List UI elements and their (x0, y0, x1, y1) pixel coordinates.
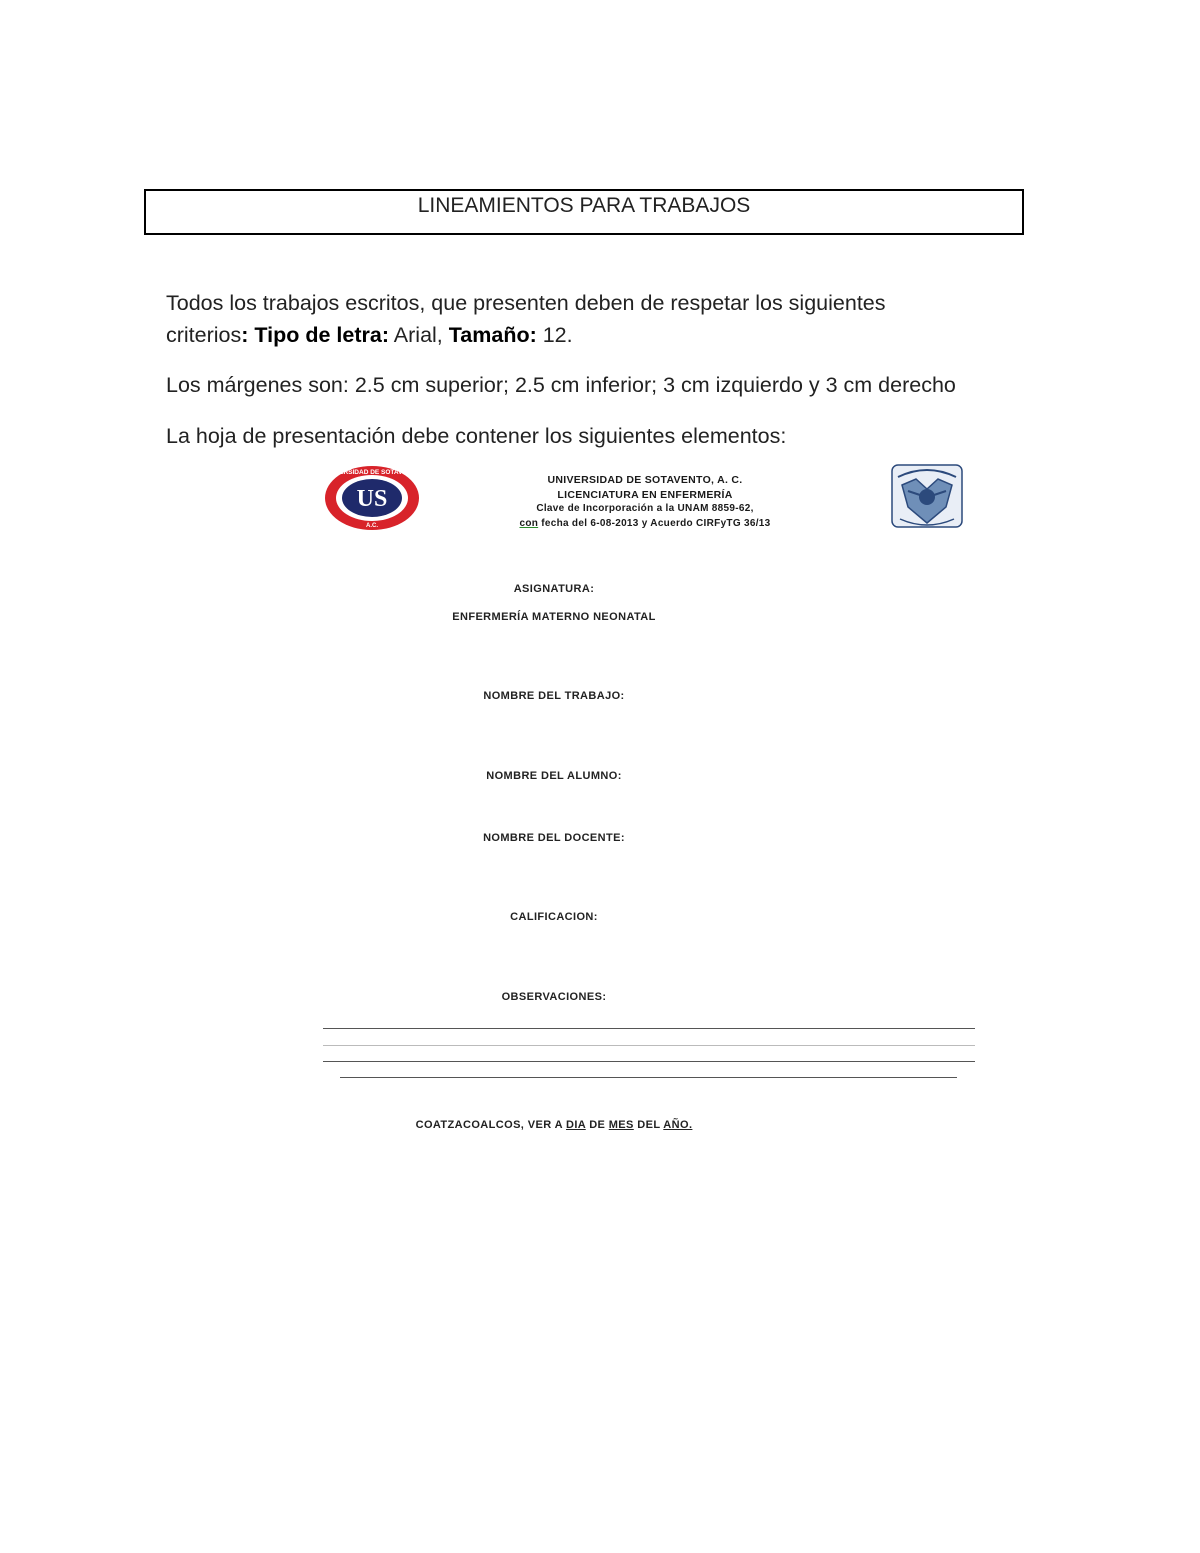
nombre-docente-label: NOMBRE DEL DOCENTE: (483, 832, 625, 844)
tipo-value: Arial, (389, 323, 449, 347)
tamano-value: 12. (536, 323, 573, 347)
header-line-3: Clave de Incorporación a la UNAM 8859-62, (536, 503, 754, 514)
cover-intro-paragraph: La hoja de presentación debe contener los siguientes elementos: (166, 424, 787, 448)
logo-ring-text: UNIVERSIDAD DE SOTAVENTO (324, 469, 420, 476)
cover-sheet-sample (0, 455, 1200, 1155)
footer-del: DEL (633, 1119, 664, 1131)
observation-line-4 (340, 1077, 957, 1078)
tamano-label: Tamaño: (448, 323, 537, 347)
intro-criterios: criterios (166, 323, 242, 347)
footer-dia: DIA (565, 1119, 586, 1131)
document-title: LINEAMIENTOS PARA TRABAJOS (417, 194, 751, 217)
header-line-4-rest: fecha del 6-08-2013 y Acuerdo CIRFyTG 36/13 (538, 517, 771, 529)
nombre-alumno-label: NOMBRE DEL ALUMNO: (486, 770, 622, 782)
header-line-4-prefix: con (519, 517, 539, 529)
header-line-2: LICENCIATURA EN ENFERMERÍA (557, 488, 733, 501)
header-line-1: UNIVERSIDAD DE SOTAVENTO, A. C. (547, 474, 743, 486)
title-box (144, 189, 1024, 235)
header-line-4 (480, 517, 810, 532)
asignatura-value: ENFERMERÍA MATERNO NEONATAL (452, 611, 656, 623)
cover-header (480, 473, 810, 531)
footer-ano: AÑO. (663, 1119, 693, 1131)
observation-line-1 (323, 1028, 975, 1029)
footer-mes: MES (608, 1119, 634, 1131)
footer-de: DE (585, 1119, 609, 1131)
nombre-trabajo-label: NOMBRE DEL TRABAJO: (483, 690, 625, 702)
intro-line1: Todos los trabajos escritos, que presenten deben de respetar los siguientes (166, 291, 886, 315)
observation-line-2 (323, 1045, 975, 1046)
footer-prefix: COATZACOALCOS, VER A (415, 1119, 566, 1131)
calificacion-label: CALIFICACION: (510, 911, 598, 923)
university-logo-icon (324, 465, 420, 531)
unam-crest-icon (886, 461, 968, 533)
tipo-label: : Tipo de letra: (241, 323, 389, 347)
observaciones-label: OBSERVACIONES: (501, 991, 607, 1003)
intro-paragraph (166, 287, 1026, 351)
asignatura-label: ASIGNATURA: (513, 583, 595, 595)
cover-footer (0, 1119, 1154, 1131)
observation-line-3 (323, 1061, 975, 1062)
logo-initials: US (356, 486, 388, 512)
logo-suffix: A.C. (366, 523, 378, 529)
margins-paragraph: Los márgenes son: 2.5 cm superior; 2.5 cm inferior; 3 cm izquierdo y 3 cm derecho (166, 373, 956, 397)
